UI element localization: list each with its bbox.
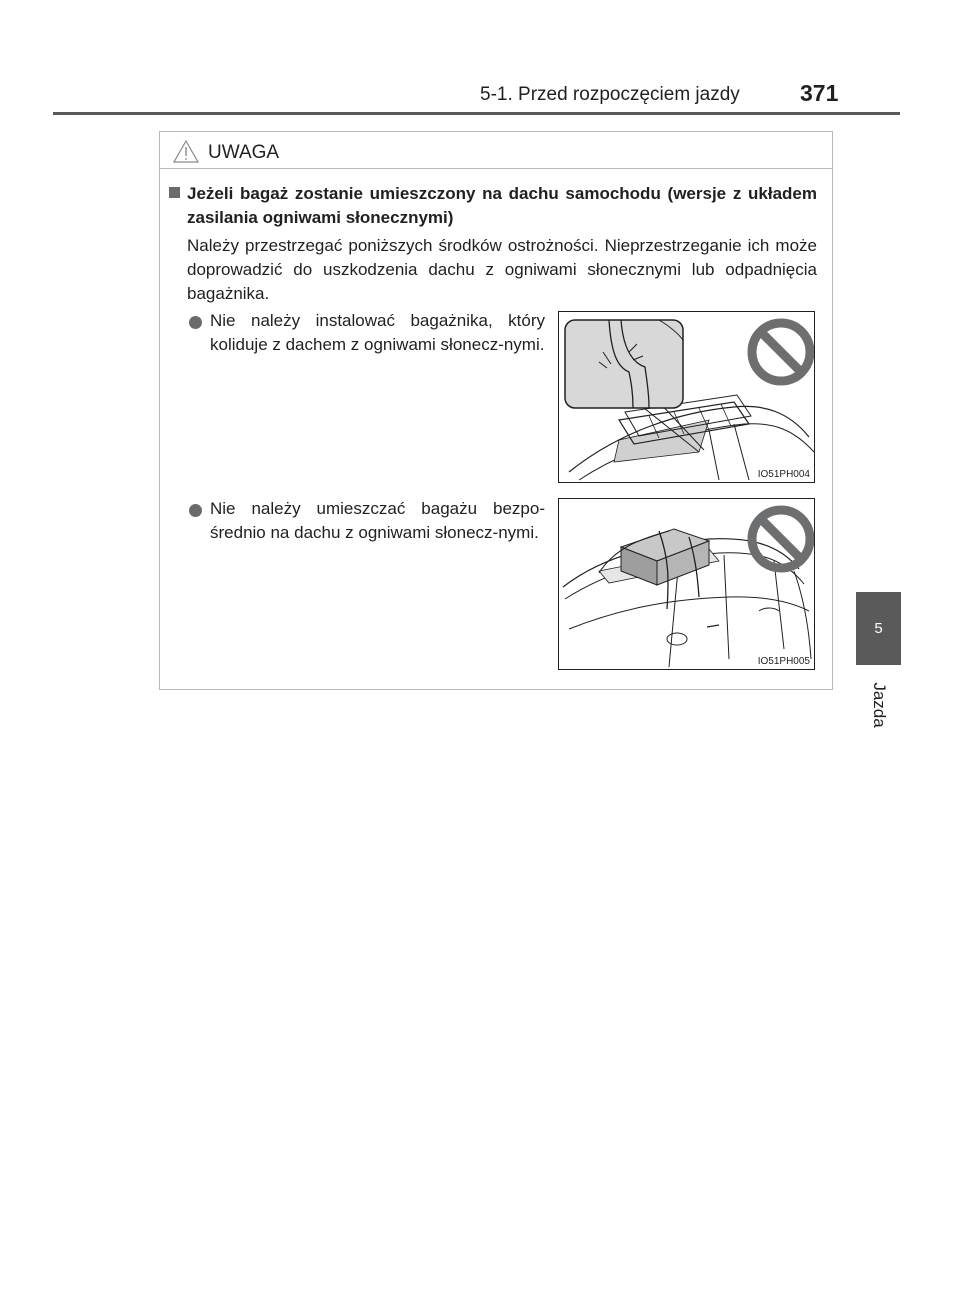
caution-title: UWAGA: [208, 142, 280, 163]
bullet-text-1: Nie należy instalować bagażnika, który koliduje z dachem z ogniwami słonecz-nymi.: [210, 311, 545, 354]
figure-roof-rack: [558, 311, 815, 483]
figure-code: IO51PH005: [757, 656, 810, 667]
section-body: Należy przestrzegać poniższych środków ostrożności. Nieprzestrzeganie ich może doprowadzić do uszkodzenia dachu z ogniwami słonecznymi lub odpadnięcia bagażnika.: [187, 236, 817, 303]
bullet-text-2: Nie należy umieszczać bagażu bezpo-średnio na dachu z ogniwami słonecz-nymi.: [210, 499, 545, 542]
chapter-number: 5: [874, 620, 883, 637]
prohibition-icon: [752, 510, 810, 568]
chapter-tab: [856, 592, 901, 665]
chapter-label: Jazda: [870, 682, 889, 728]
prohibition-icon: [752, 323, 810, 381]
figure-code: IO51PH004: [757, 469, 810, 480]
bullet-dot: [189, 504, 202, 517]
bullet-dot: [189, 316, 202, 329]
section-marker: [169, 187, 180, 198]
figure-luggage-on-roof: [558, 498, 815, 670]
warning-triangle-icon: [173, 140, 199, 163]
section-title: 5-1. Przed rozpoczęciem jazdy: [480, 84, 740, 105]
caution-box: [159, 131, 833, 690]
roof-rack-illustration: [559, 312, 815, 483]
luggage-on-roof-illustration: [559, 499, 815, 670]
header-rule: [53, 112, 900, 115]
section-heading: Jeżeli bagaż zostanie umieszczony na dachu samochodu (wersje z układem zasilania ogniwami słonecznymi): [187, 184, 817, 227]
page-number: 371: [800, 80, 839, 106]
caution-header: [160, 132, 832, 169]
